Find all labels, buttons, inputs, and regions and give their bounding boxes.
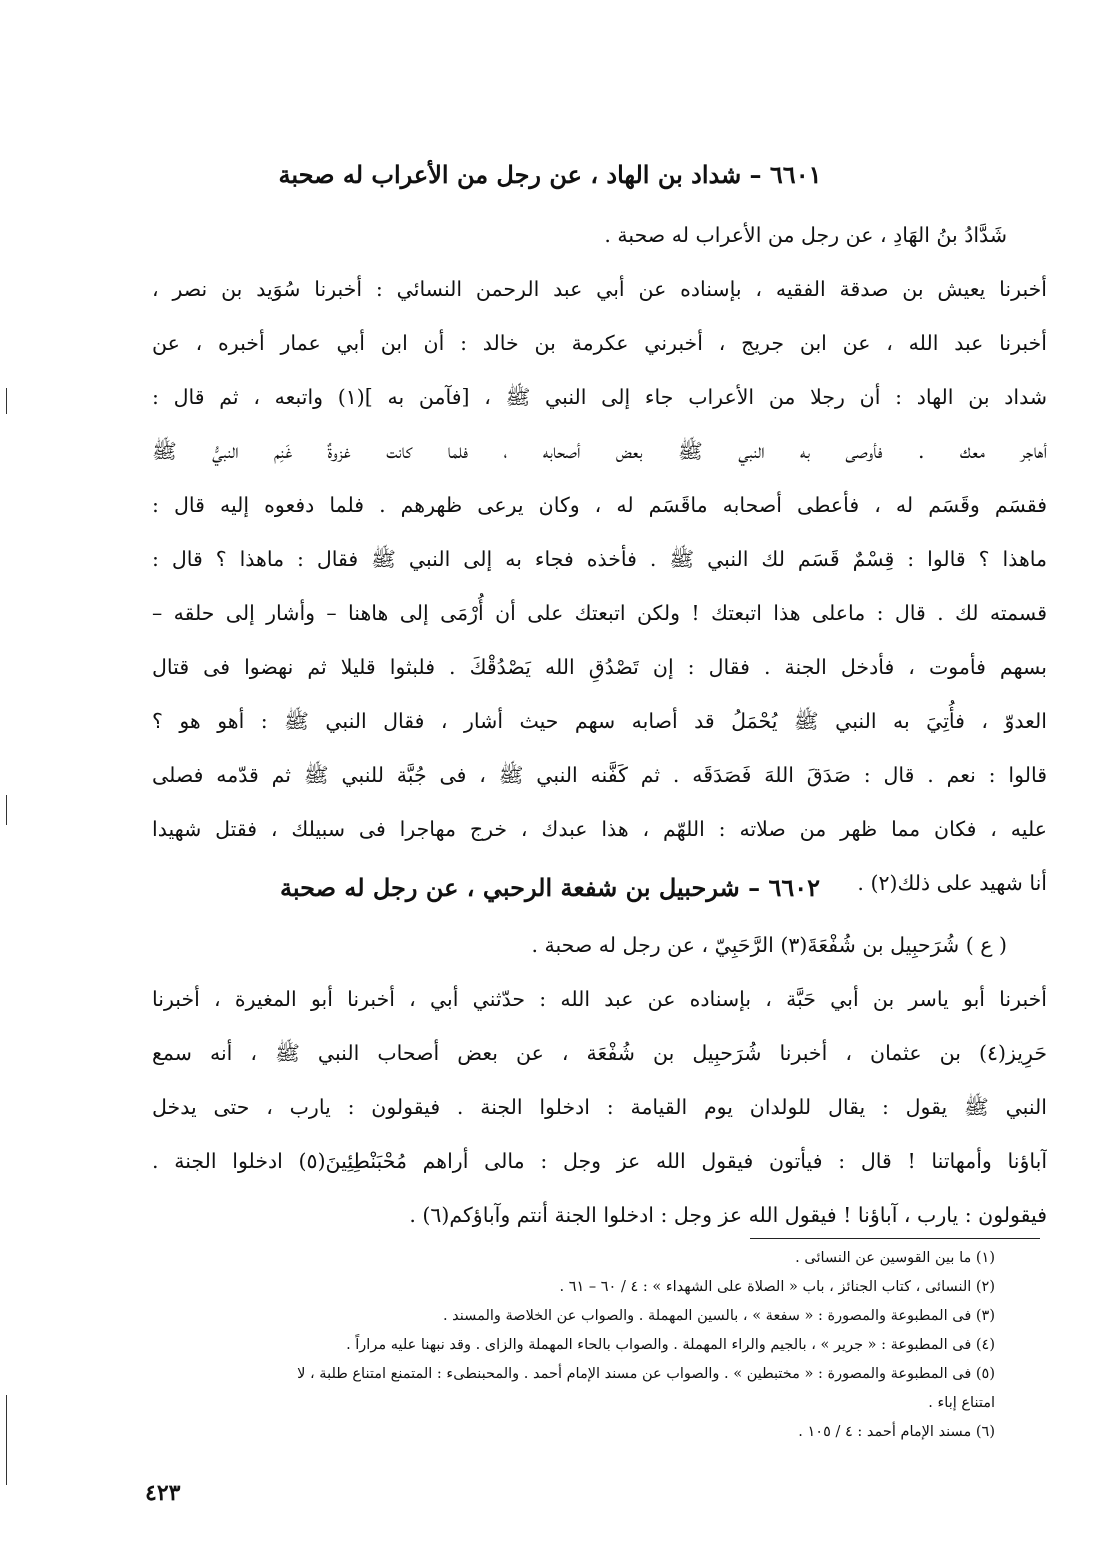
scan-margin-mark-bottom xyxy=(6,1395,7,1485)
text-line: العدوّ ، فأُتِيَ به النبي ﷺ يُحْمَلُ قد أصابه سهم حيث أشار ، فقال النبي ﷺ : أهو هو ؟ xyxy=(152,709,1047,733)
footnotes xyxy=(230,1244,995,1447)
section-6602-body xyxy=(152,918,1047,1242)
text-line-final: فيقولون : يارب ، آباؤنا ! فيقول الله عز وجل : ادخلوا الجنة أنتم وآباؤكم(٦) . xyxy=(409,1203,1047,1227)
footnote-6: (٦) مسند الإمام أحمد : ٤ / ١٠٥ . xyxy=(798,1424,995,1440)
text-line: النبي ﷺ يقول : يقال للولدان يوم القيامة : ادخلوا الجنة . فيقولون : يارب ، حتى يدخل xyxy=(152,1095,1047,1119)
footnote-5-continuation: امتناع إباء . xyxy=(928,1395,995,1411)
text-line: آباؤنا وأمهاتنا ! قال : فيأتون فيقول الله عز وجل : مالى أراهم مُحْبَنْطِئِينَ(٥) ادخلوا الجنة . xyxy=(152,1149,1047,1173)
footnote-4: (٤) فى المطبوعة : « جرير » ، بالجيم والراء المهملة . والصواب بالحاء المهملة والزاى . وقد نبهنا عليه مراراً . xyxy=(346,1337,995,1353)
entry-intro-line: ( ع ) شُرَحبِيل بن شُفْعَةَ(٣) الرَّحَبِيّ ، عن رجل له صحبة . xyxy=(531,933,1007,957)
section-heading-6601: ٦٦٠١ – شداد بن الهاد ، عن رجل من الأعراب له صحبة xyxy=(278,160,822,189)
text-line: ماهذا ؟ قالوا : قِسْمٌ قَسَم لك النبي ﷺ . فأخذه فجاء به إلى النبي ﷺ فقال : ماهذا ؟ قال : xyxy=(152,547,1047,571)
footnote-2: (٢) النسائى ، كتاب الجنائز ، باب « الصلاة على الشهداء » : ٤ / ٦٠ – ٦١ . xyxy=(559,1279,995,1295)
text-line: أخبرنا عبد الله ، عن ابن جريج ، أخبرني عكرمة بن خالد : أن ابن أبي عمار أخبره ، عن xyxy=(152,331,1047,355)
footnote-5: (٥) فى المطبوعة والمصورة : « مختبطين » . والصواب عن مسند الإمام أحمد . والمحبنطىء : المتمنع امتناع طلبة ، لا xyxy=(297,1366,995,1382)
text-line: حَرِيز(٤) بن عثمان ، أخبرنا شُرَحبِيل بن شُفْعَة ، عن بعض أصحاب النبي ﷺ ، أنه سمع xyxy=(152,1041,1047,1065)
text-line: أخبرنا يعيش بن صدقة الفقيه ، بإسناده عن أبي عبد الرحمن النسائي : أخبرنا سُوَيد بن نصر ، xyxy=(152,277,1047,301)
text-line: عليه ، فكان مما ظهر من صلاته : اللهّم ، هذا عبدك ، خرج مهاجرا فى سبيلك ، فقتل شهيدا xyxy=(152,817,1047,841)
scan-margin-mark-middle xyxy=(6,795,7,825)
text-line: قسمته لك . قال : ماعلى هذا اتبعتك ! ولكن اتبعتك على أن أُرْمَى إلى هاهنا – وأشار إلى حلقه – xyxy=(152,601,1047,625)
footnote-3: (٣) فى المطبوعة والمصورة : « سفعة » ، بالسين المهملة . والصواب عن الخلاصة والمسند . xyxy=(442,1308,995,1324)
text-line: قالوا : نعم . قال : صَدَقَ اللهَ فَصَدَقَه . ثم كَفَّنه النبي ﷺ ، فى جُبَّة للنبي ﷺ ثم قدّمه فصلى xyxy=(152,763,1047,787)
entry-intro-line: شَدَّادُ بنُ الهَادِ ، عن رجل من الأعراب له صحبة . xyxy=(604,223,1007,247)
text-line: أهاجر معك . فأوصى به النبي ﷺ بعض أصحابه ، فلما كانت غزوةٌ غَنِم النبيُّ ﷺ xyxy=(152,439,1047,463)
footnote-1: (١) ما بين القوسين عن النسائى . xyxy=(795,1250,995,1266)
text-line: أخبرنا أبو ياسر بن أبي حَبَّة ، بإسناده عن عبد الله : حدّثني أبي ، أخبرنا أبو المغيرة ، أخبرنا xyxy=(152,987,1047,1011)
page-number: ٤٢٣ xyxy=(145,1480,181,1506)
section-6601-body xyxy=(152,208,1047,910)
text-line-final: أنا شهيد على ذلك(٢) . xyxy=(857,871,1047,895)
text-line: بسهم فأموت ، فأدخل الجنة . فقال : إن تَصْدُقِ الله يَصْدُقْكَ . فلبثوا قليلا ثم نهضوا فى قتال xyxy=(152,655,1047,679)
scan-margin-mark-top xyxy=(6,388,7,414)
text-line: شداد بن الهاد : أن رجلا من الأعراب جاء إلى النبي ﷺ ، [فآمن به ](١) واتبعه ، ثم قال : xyxy=(152,385,1047,409)
footnote-separator xyxy=(750,1238,1040,1239)
section-heading-6602: ٦٦٠٢ – شرحبيل بن شفعة الرحبي ، عن رجل له صحبة xyxy=(279,873,820,902)
text-line: فقسَم وقَسَم له ، فأعطى أصحابه ماقَسَم له ، وكان يرعى ظهرهم . فلما دفعوه إليه قال : xyxy=(152,493,1047,517)
